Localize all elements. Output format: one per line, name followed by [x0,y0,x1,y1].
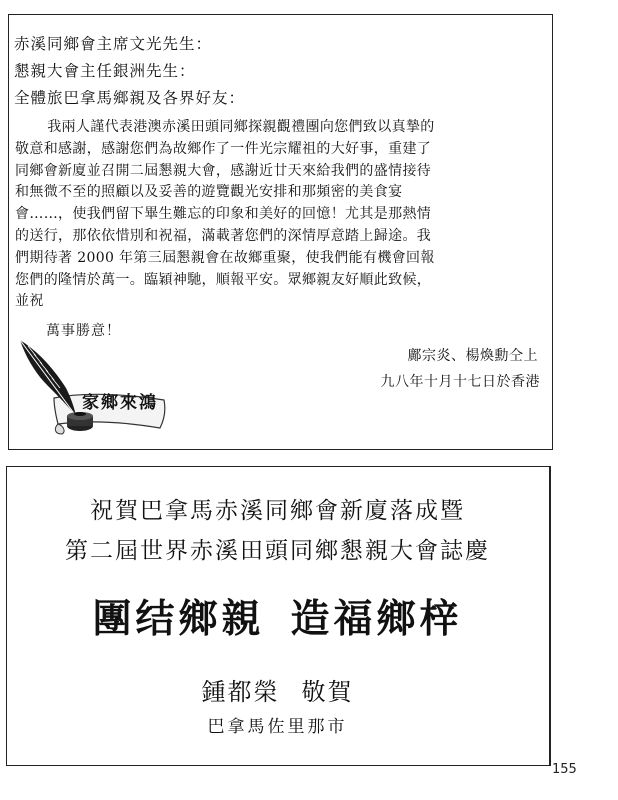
letter-line: 您們的隆情於萬一。臨穎神馳，順報平安。眾鄉親友好順此致候， [15,271,432,288]
letter-body [15,117,543,313]
letter-line: 敬意和感謝，感謝您們為故鄉作了一件光宗耀祖的大好事，重建了 [15,140,432,157]
donor-line [6,672,549,707]
emblem-caption: 家鄉來鴻 [82,393,158,413]
slogan-part1: 團结鄉親 [92,596,265,642]
letter-signers: 鄺宗炎、楊煥勳仝上 [407,348,538,364]
slogan [6,588,549,644]
donor-city: 巴拿馬佐里那市 [207,717,348,737]
page-number: 155 [552,762,577,777]
letter-closing: 萬事勝意！ [46,323,121,339]
letter-line: 們期待著 2000 年第三屆懇親會在故鄉重聚，使我們能有機會回報 [15,249,435,266]
donor-name: 鍾都榮 [201,678,280,706]
salutation-all: 全體旅巴拿馬鄉親及各界好友： [14,89,246,107]
congrats-title-line1: 祝賀巴拿馬赤溪同鄉會新廈落成暨 [90,498,465,524]
letter-line: 同鄉會新廈並召開二屆懇親大會，感謝近廿天來給我們的盛情接待 [15,162,432,179]
slogan-part2: 造福鄉梓 [290,596,463,642]
letter-date: 九八年十月十七日於香港 [380,374,540,390]
page-divider [549,466,551,766]
congrats-title-line2: 第二屆世界赤溪田頭同鄉懇親大會誌慶 [65,538,490,564]
salutation-director: 懇親大會主任銀洲先生： [14,62,196,80]
donor-action: 敬賀 [301,678,354,706]
letter-line: 我兩人謹代表港澳赤溪田頭同鄉探親觀禮團向您們致以真摯的 [47,119,435,135]
letter-line: 和無微不至的照顧以及妥善的遊覽觀光安排和那頻密的美食宴 [15,184,403,201]
letter-line: 的送行，那依依惜別和祝福，滿載著您們的深情厚意踏上歸途。我 [15,227,432,244]
letter-line: 會……，使我們留下畢生難忘的印象和美好的回憶！尤其是那熱情 [15,206,432,223]
salutation-chairman: 赤溪同鄉會主席文光先生： [14,35,213,53]
letter-line: 並祝 [15,293,44,310]
